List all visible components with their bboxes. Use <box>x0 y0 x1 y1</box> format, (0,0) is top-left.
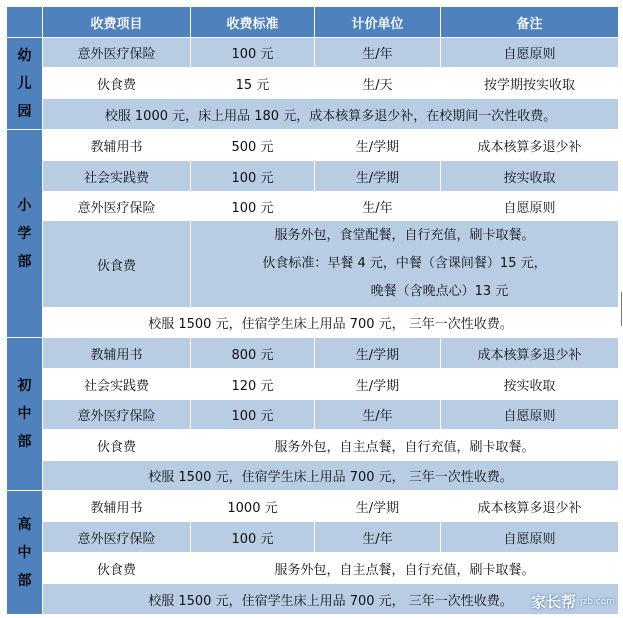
table-row <box>7 68 619 99</box>
cell-item: 伙食费 <box>43 430 191 461</box>
cell-unit: 生/学期 <box>315 369 441 400</box>
cell-standard: 100 元 <box>191 522 315 553</box>
meal-line: 晚餐（含晚点心）13 元 <box>370 284 509 299</box>
cell-item: 意外医疗保险 <box>43 38 191 68</box>
footer-note: 校服 1000 元，床上用品 180 元，成本核算多退少补，在校期间一次性收费。 <box>43 99 619 130</box>
cell-note: 自愿原则 <box>441 192 619 221</box>
cell-note: 成本核算多退少补 <box>441 130 619 161</box>
table-row <box>7 553 619 584</box>
table-row <box>7 369 619 400</box>
table-row <box>7 130 619 161</box>
cell-item: 伙食费 <box>43 553 191 584</box>
cell-note: 按实收取 <box>441 161 619 192</box>
table-row <box>7 38 619 68</box>
footer-note: 校服 1500 元，住宿学生床上用品 700 元， 三年一次性收费。 <box>43 584 619 615</box>
footer-note: 校服 1500 元，住宿学生床上用品 700 元， 三年一次性收费。 <box>43 308 619 338</box>
fee-table <box>6 6 619 615</box>
cell-standard: 100 元 <box>191 38 315 68</box>
cell-item: 教辅用书 <box>43 130 191 161</box>
cell-note: 按学期按实收取 <box>441 68 619 99</box>
header-row <box>7 7 619 38</box>
cell-unit: 生/学期 <box>315 161 441 192</box>
cell-item: 意外医疗保险 <box>43 400 191 430</box>
header-item: 收费项目 <box>43 7 191 38</box>
section-label-junior: 初 中 部 <box>7 338 43 491</box>
cell-item: 社会实践费 <box>43 161 191 192</box>
meal-line: 服务外包，食堂配餐，自行充值，刷卡取餐。 <box>274 228 535 243</box>
table-row <box>7 161 619 192</box>
table-row <box>7 461 619 491</box>
meal-description: 服务外包，自主点餐，自行充值，刷卡取餐。 <box>191 430 619 461</box>
cell-standard: 100 元 <box>191 161 315 192</box>
cell-unit: 生/学期 <box>315 491 441 522</box>
table-row <box>7 99 619 130</box>
cell-item: 伙食费 <box>43 68 191 99</box>
table-row <box>7 522 619 553</box>
cell-unit: 生/学期 <box>315 130 441 161</box>
cell-standard: 100 元 <box>191 400 315 430</box>
table-row <box>7 491 619 522</box>
header-blank <box>7 7 43 38</box>
table-row <box>7 308 619 338</box>
cell-item: 教辅用书 <box>43 338 191 369</box>
cell-standard: 120 元 <box>191 369 315 400</box>
watermark <box>531 591 615 612</box>
section-label-primary: 小 学 部 <box>7 130 43 338</box>
table-row <box>7 221 619 308</box>
cell-item: 伙食费 <box>43 221 191 308</box>
table-row <box>7 584 619 615</box>
table-row <box>7 192 619 221</box>
page-edge-marker <box>621 292 622 326</box>
cell-unit: 生/年 <box>315 38 441 68</box>
table-row <box>7 338 619 369</box>
table-row <box>7 400 619 430</box>
header-unit: 计价单位 <box>315 7 441 38</box>
table-row <box>7 430 619 461</box>
cell-note: 成本核算多退少补 <box>441 338 619 369</box>
cell-standard: 15 元 <box>191 68 315 99</box>
header-standard: 收费标准 <box>191 7 315 38</box>
cell-note: 自愿原则 <box>441 400 619 430</box>
cell-standard: 100 元 <box>191 192 315 221</box>
section-label-senior: 高 中 部 <box>7 491 43 615</box>
cell-standard: 800 元 <box>191 338 315 369</box>
cell-note: 按实收取 <box>441 369 619 400</box>
cell-item: 意外医疗保险 <box>43 522 191 553</box>
cell-unit: 生/年 <box>315 522 441 553</box>
cell-item: 意外医疗保险 <box>43 192 191 221</box>
meal-description: 服务外包，自主点餐，自行充值，刷卡取餐。 <box>191 553 619 584</box>
cell-note: 自愿原则 <box>441 38 619 68</box>
footer-note: 校服 1500 元，住宿学生床上用品 700 元， 三年一次性收费。 <box>43 461 619 491</box>
meal-description <box>191 221 619 308</box>
cell-unit: 生/年 <box>315 400 441 430</box>
section-label-kindergarten: 幼 儿 园 <box>7 38 43 130</box>
header-note: 备注 <box>441 7 619 38</box>
cell-standard: 500 元 <box>191 130 315 161</box>
cell-unit: 生/学期 <box>315 338 441 369</box>
cell-item: 社会实践费 <box>43 369 191 400</box>
cell-unit: 生/天 <box>315 68 441 99</box>
cell-unit: 生/年 <box>315 192 441 221</box>
cell-note: 成本核算多退少补 <box>441 491 619 522</box>
cell-note: 自愿原则 <box>441 522 619 553</box>
cell-item: 教辅用书 <box>43 491 191 522</box>
watermark-domain: jzb.com <box>579 596 615 607</box>
watermark-logo: 家长帮 <box>530 593 576 611</box>
fee-table-container <box>6 6 618 615</box>
meal-line: 伙食标准：早餐 4 元，中餐（含课间餐）15 元， <box>262 256 547 271</box>
cell-standard: 1000 元 <box>191 491 315 522</box>
